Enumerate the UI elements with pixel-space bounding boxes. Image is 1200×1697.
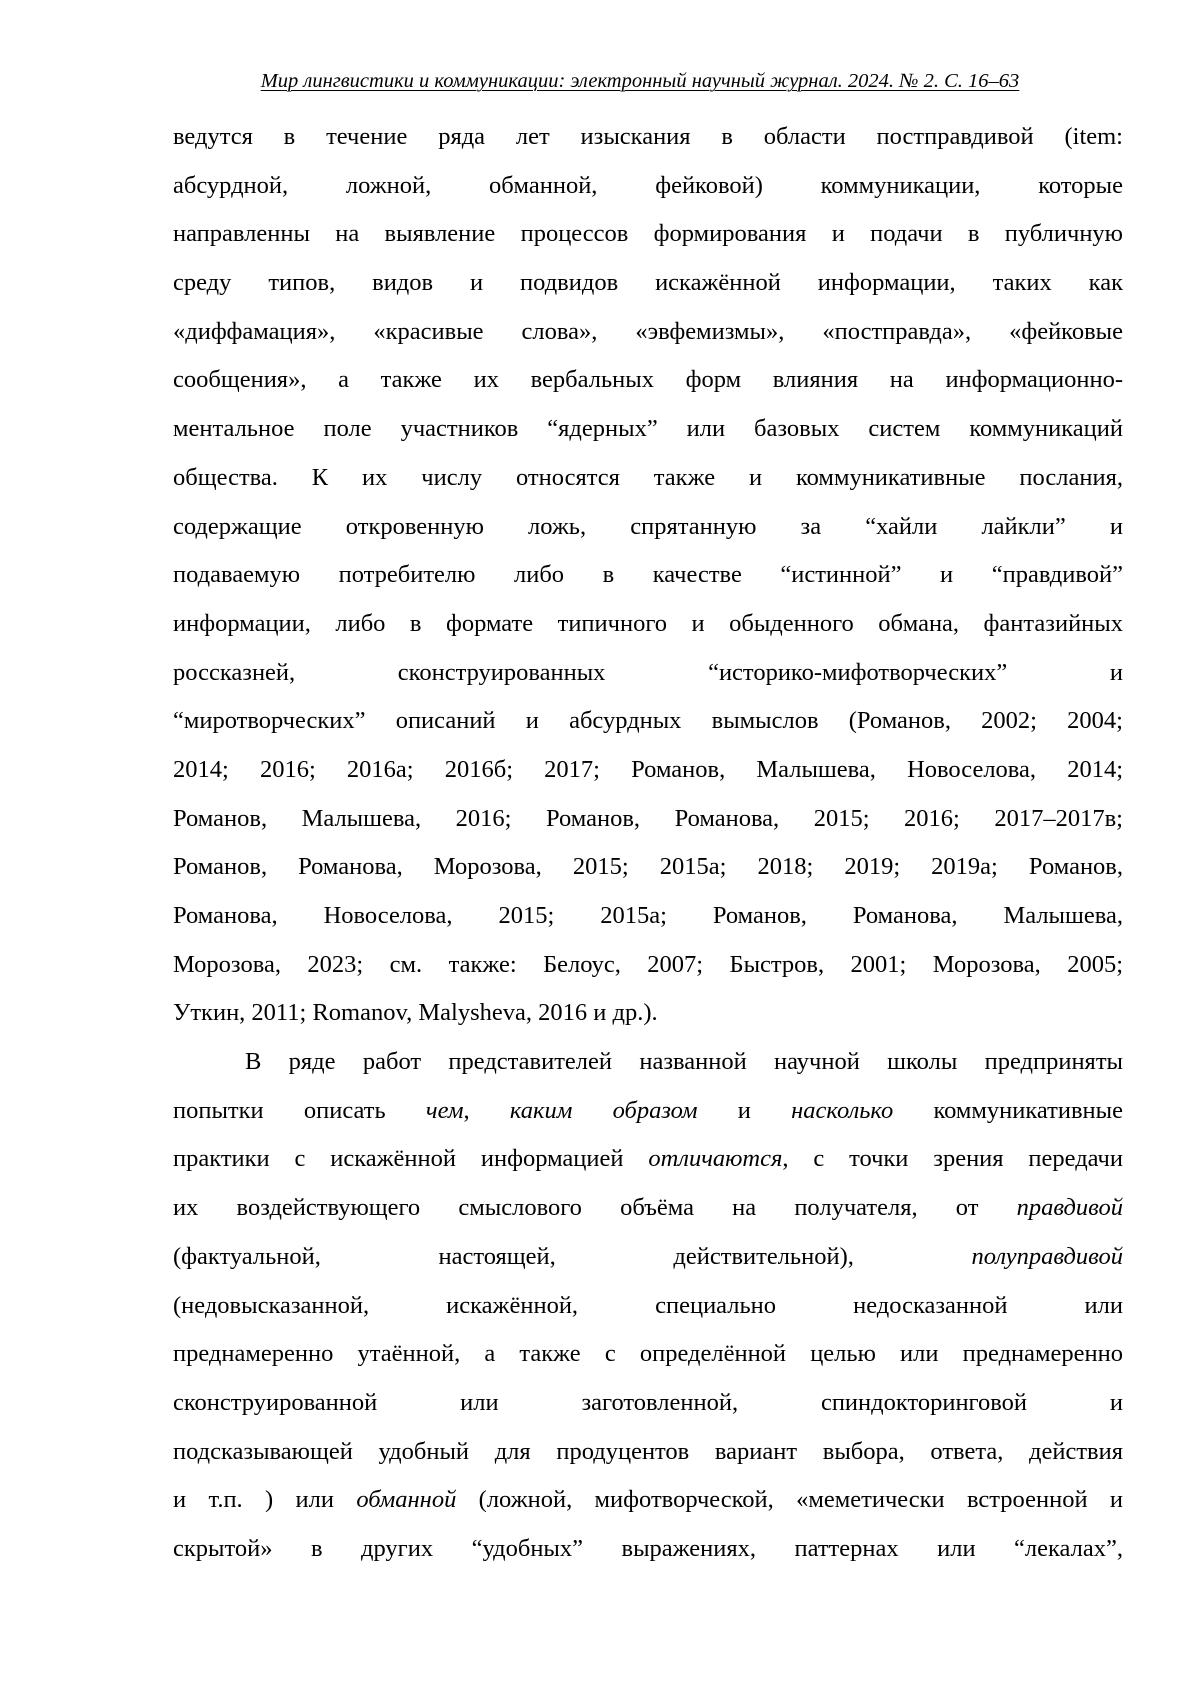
text-line: Романова, Новоселова, 2015; 2015а; Романов, Романова, Малышева, — [173, 902, 1123, 929]
paragraph-1 — [173, 113, 1123, 1038]
text-line: информации, либо в формате типичного и обыденного обмана, фантазийных — [173, 609, 1123, 637]
text-line: (недовысказанной, искажённой, специально недосказанной или — [173, 1291, 1123, 1319]
text-line: общества. К их числу относятся также и коммуникативные послания, — [173, 463, 1123, 491]
text-line: «диффамация», «красивые слова», «эвфемизмы», «постправда», «фейковые — [173, 317, 1123, 345]
text-line — [173, 1476, 1123, 1525]
text-run: (ложной, мифотворческой, «меметически встроенной и — [456, 1486, 1124, 1514]
emphasis: полуправдивой — [971, 1242, 1123, 1270]
text-line: Уткин, 2011; Romanov, Malysheva, 2016 и др.). — [173, 999, 658, 1027]
text-line: ведутся в течение ряда лет изыскания в области постправдивой (item: — [173, 123, 1123, 150]
text-line: преднамеренно утаённой, а также с определённой целью или преднамеренно — [173, 1340, 1123, 1368]
text-line — [173, 1135, 1123, 1184]
text-line: скрытой» в других “удобных” выражениях, паттернах или “лекалах”, — [173, 1534, 1123, 1562]
text-run: попытки описать — [173, 1096, 426, 1124]
text-run: практики с искажённой информацией — [173, 1145, 649, 1173]
text-run: коммуникативные — [893, 1096, 1123, 1124]
text-line — [173, 1184, 1123, 1233]
emphasis: отличаются — [648, 1145, 783, 1173]
text-run: (фактуальной, настоящей, действительной), — [173, 1242, 972, 1270]
emphasis: правдивой — [1016, 1194, 1123, 1222]
text-line: направленны на выявление процессов формирования и подачи в публичную — [173, 220, 1123, 248]
emphasis: чем — [425, 1096, 464, 1124]
text-line — [173, 1087, 1123, 1136]
text-run: , с точки зрения передачи — [782, 1145, 1123, 1173]
text-line: Морозова, 2023; см. также: Белоус, 2007; Быстров, 2001; Морозова, 2005; — [173, 950, 1123, 978]
text-line: содержащие откровенную ложь, спрятанную за “хайли лайкли” и — [173, 512, 1123, 540]
text-line: Романов, Малышева, 2016; Романов, Романова, 2015; 2016; 2017–2017в; — [173, 804, 1123, 832]
text-line: ментальное поле участников “ядерных” или базовых систем коммуникаций — [173, 415, 1123, 443]
text-line: среду типов, видов и подвидов искажённой информации, таких как — [173, 269, 1123, 297]
text-line: 2014; 2016; 2016а; 2016б; 2017; Романов, Малышева, Новоселова, 2014; — [173, 755, 1123, 783]
text-run: и т.п. ) или — [173, 1486, 357, 1514]
text-line: подаваемую потребителю либо в качестве “истинной” и “правдивой” — [173, 561, 1123, 589]
emphasis: обманной — [356, 1486, 457, 1514]
text-line: сконструированной или заготовленной, спиндокторинговой и — [173, 1388, 1123, 1416]
text-run: , — [463, 1096, 510, 1124]
text-line: подсказывающей удобный для продуцентов вариант выбора, ответа, действия — [173, 1437, 1123, 1465]
emphasis: каким образом — [509, 1096, 698, 1124]
text-run: и — [697, 1096, 792, 1124]
running-header: Мир лингвистики и коммуникации: электронный научный журнал. 2024. № 2. С. 16–63 — [260, 70, 1020, 92]
text-line: В ряде работ представителей названной научной школы предприняты — [245, 1048, 1123, 1076]
text-line — [173, 1233, 1123, 1282]
emphasis: насколько — [791, 1096, 894, 1124]
body-text — [173, 113, 1123, 1574]
text-line: сообщения», а также их вербальных форм влияния на информационно- — [173, 366, 1123, 394]
text-line: “миротворческих” описаний и абсурдных вымыслов (Романов, 2002; 2004; — [173, 707, 1123, 735]
paragraph-2 — [173, 1038, 1123, 1574]
text-line: россказней, сконструированных “историко-мифотворческих” и — [173, 658, 1123, 686]
text-line: Романов, Романова, Морозова, 2015; 2015а; 2018; 2019; 2019а; Романов, — [173, 853, 1123, 881]
text-run: их воздействующего смыслового объёма на получателя, от — [173, 1194, 1017, 1222]
text-line: абсурдной, ложной, обманной, фейковой) коммуникации, которые — [173, 171, 1123, 199]
